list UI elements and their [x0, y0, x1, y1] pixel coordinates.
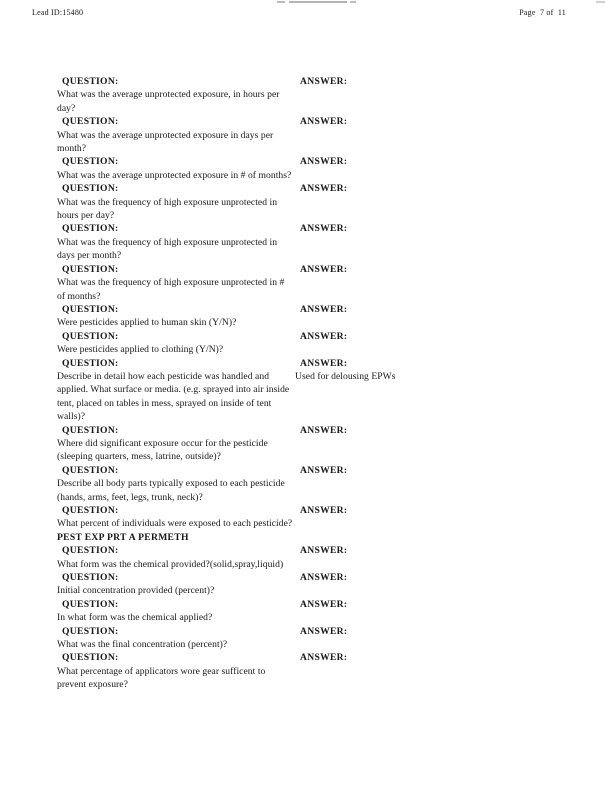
answer-label: ANSWER:: [300, 76, 348, 87]
question-column: [57, 330, 295, 357]
qa-item: [57, 222, 572, 262]
page-number-label: Page 7 of 11: [519, 8, 566, 17]
answer-label: ANSWER:: [300, 545, 348, 557]
question-column: [57, 222, 295, 262]
lead-id-label: Lead ID:15480: [32, 8, 84, 17]
question-text: Where did significant exposure occur for the pesticide (sleeping quarters, mess, latrine, outside)?: [57, 437, 268, 463]
answer-label: ANSWER:: [300, 330, 348, 342]
question-column: [57, 598, 295, 625]
question-label: QUESTION:: [62, 505, 119, 516]
scan-artifact-line: [289, 1, 347, 3]
question-text: What percent of individuals were exposed to each pesticide?: [57, 518, 293, 530]
qa-item: [57, 357, 572, 424]
question-text: What was the frequency of high exposure unprotected in hours per day?: [57, 196, 278, 222]
answer-label: ANSWER:: [300, 116, 348, 128]
question-label: QUESTION:: [62, 330, 119, 342]
question-column: [57, 303, 295, 330]
question-column: [57, 625, 295, 652]
answer-column: [295, 625, 572, 638]
question-text: What was the final concentration (percent)?: [57, 639, 228, 651]
question-column: [57, 464, 295, 504]
question-column: [57, 155, 295, 182]
qa-item: [57, 571, 572, 598]
question-column: [57, 571, 295, 598]
qa-item: [57, 424, 572, 464]
answer-column: [295, 598, 572, 611]
answer-column: [295, 571, 572, 584]
question-text: What was the average unprotected exposure in days per month?: [57, 129, 274, 155]
qa-item: [57, 263, 572, 303]
qa-item: [57, 544, 572, 571]
qa-item: [57, 182, 572, 222]
question-label: QUESTION:: [62, 598, 119, 610]
answer-label: ANSWER:: [300, 183, 348, 195]
answer-column: [295, 155, 572, 168]
question-text: Were pesticides applied to human skin (Y/N)?: [57, 317, 237, 329]
answer-column: [295, 222, 572, 235]
answer-label: ANSWER:: [300, 572, 348, 584]
qa-item: [57, 115, 572, 155]
question-label: QUESTION:: [62, 223, 119, 235]
question-column: [57, 544, 295, 571]
answer-label: ANSWER:: [300, 598, 348, 610]
question-label: QUESTION:: [62, 625, 119, 637]
answer-label: ANSWER:: [300, 652, 348, 664]
qa-item: [57, 330, 572, 357]
answer-column: [295, 504, 572, 517]
qa-item: [57, 598, 572, 625]
question-text: In what form was the chemical applied?: [57, 612, 213, 624]
qa-item: [57, 625, 572, 652]
qa-item: [57, 155, 572, 182]
question-column: [57, 115, 295, 155]
question-text: Describe in detail how each pesticide was handled and applied. What surface or media. (e.g. sprayed into air inside tent, placed on tables in mess, sprayed on inside of tent walls)?: [57, 370, 290, 423]
question-label: QUESTION:: [62, 116, 119, 128]
answer-column: [295, 464, 572, 477]
question-text: What was the average unprotected exposure, in hours per day?: [57, 89, 280, 114]
answer-label: ANSWER:: [300, 464, 348, 476]
question-label: QUESTION:: [62, 263, 119, 275]
qa-item: [57, 303, 572, 330]
question-text: Were pesticides applied to clothing (Y/N)?: [57, 344, 224, 356]
answer-text: Used for delousing EPWs: [295, 370, 396, 382]
question-text: What was the average unprotected exposure in # of months?: [57, 169, 292, 181]
answer-label: ANSWER:: [300, 303, 348, 315]
qa-item: [57, 464, 572, 504]
question-column: [57, 75, 295, 115]
section-title: PEST EXP PRT A PERMETH: [57, 531, 189, 543]
qa-item: [57, 651, 572, 691]
answer-label: ANSWER:: [300, 505, 348, 516]
question-label: QUESTION:: [62, 183, 119, 195]
question-text: Describe all body parts typically exposed to each pesticide (hands, arms, feet, legs, trunk, neck)?: [57, 478, 285, 503]
answer-column: [295, 357, 572, 384]
question-label: QUESTION:: [62, 357, 119, 369]
question-label: QUESTION:: [62, 76, 119, 87]
scan-artifact-line: [350, 1, 356, 3]
question-label: QUESTION:: [62, 303, 119, 315]
question-label: QUESTION:: [62, 156, 119, 168]
answer-column: [295, 182, 572, 195]
question-text: What was the frequency of high exposure unprotected in # of months?: [57, 277, 285, 302]
question-text: What was the frequency of high exposure unprotected in days per month?: [57, 236, 278, 262]
scan-artifact-line: [596, 1, 605, 3]
question-column: [57, 424, 295, 464]
question-label: QUESTION:: [62, 464, 119, 476]
answer-label: ANSWER:: [300, 156, 348, 168]
question-text: Initial concentration provided (percent)?: [57, 585, 215, 597]
question-column: [57, 357, 295, 424]
answer-label: ANSWER:: [300, 223, 348, 235]
qa-list: [57, 75, 572, 692]
answer-column: [295, 263, 572, 276]
question-column: [57, 651, 295, 691]
question-column: [57, 263, 295, 303]
question-text: What form was the chemical provided?(solid,spray,liquid): [57, 558, 284, 570]
qa-item: [57, 75, 572, 115]
answer-column: [295, 330, 572, 343]
answer-label: ANSWER:: [300, 625, 348, 637]
answer-column: [295, 303, 572, 316]
answer-column: [295, 544, 572, 557]
qa-item: [57, 504, 572, 531]
answer-label: ANSWER:: [300, 263, 348, 275]
scan-artifact-line: [277, 1, 285, 3]
answer-column: [295, 115, 572, 128]
question-column: [57, 182, 295, 222]
question-text: What percentage of applicators wore gear sufficent to prevent exposure?: [57, 665, 266, 691]
question-label: QUESTION:: [62, 652, 119, 664]
question-label: QUESTION:: [62, 545, 119, 557]
answer-column: [295, 651, 572, 664]
question-label: QUESTION:: [62, 424, 119, 436]
answer-label: ANSWER:: [300, 357, 348, 369]
answer-column: [295, 75, 572, 88]
question-label: QUESTION:: [62, 572, 119, 584]
question-column: [57, 504, 295, 531]
answer-column: [295, 424, 572, 437]
answer-label: ANSWER:: [300, 424, 348, 436]
